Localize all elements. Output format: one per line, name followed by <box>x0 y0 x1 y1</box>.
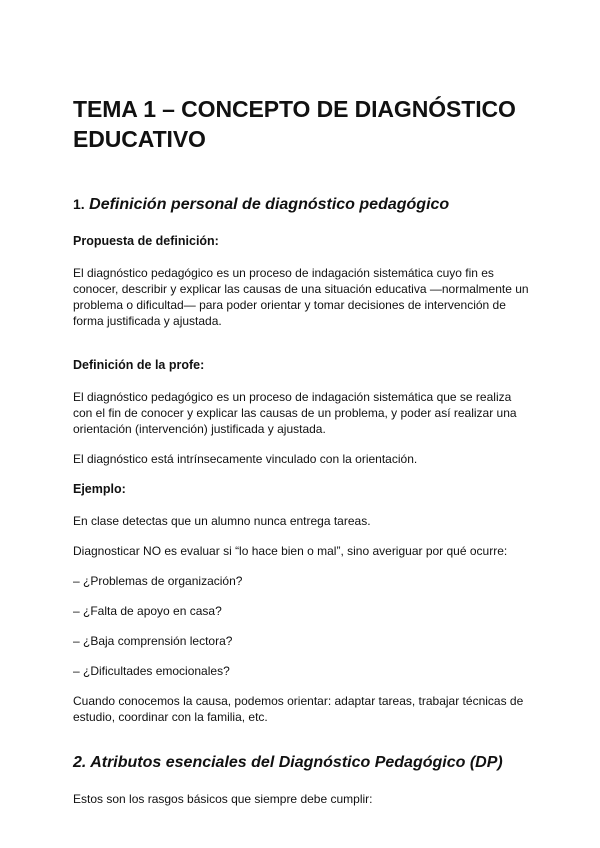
teacher-definition-text: El diagnóstico pedagógico es un proceso de indagación sistemática que se realiza con el fin de conocer y explicar las causas de un problema, y poder así realizar una orientación (intervención) justificada y ajustada. <box>73 390 517 436</box>
list-item: – ¿Problemas de organización? <box>73 574 243 588</box>
orientation-link-text: El diagnóstico está intrínsecamente vinculado con la orientación. <box>73 452 418 466</box>
list-item: – ¿Falta de apoyo en casa? <box>73 604 222 618</box>
document-title: TEMA 1 – CONCEPTO DE DIAGNÓSTICO EDUCATIVO <box>73 96 516 152</box>
document-page <box>73 94 533 821</box>
list-item: – ¿Baja comprensión lectora? <box>73 634 233 648</box>
section1-heading-text: Definición personal de diagnóstico pedagógico <box>89 196 450 213</box>
proposal-text: El diagnóstico pedagógico es un proceso de indagación sistemática cuyo fin es conocer, describir y explicar las causas de una situación educativa —normalmente un problema o dificultad— para poder orientar y tomar decisiones de intervención de forma justificada y ajustada. <box>73 266 529 328</box>
list-item: – ¿Dificultades emocionales? <box>73 664 230 678</box>
teacher-definition-label: Definición de la profe: <box>73 358 205 372</box>
section2-heading: 2. Atributos esenciales del Diagnóstico Pedagógico (DP) <box>73 754 503 771</box>
proposal-label: Propuesta de definición: <box>73 234 219 248</box>
section1-heading <box>73 194 533 215</box>
section2-intro: Estos son los rasgos básicos que siempre debe cumplir: <box>73 792 373 806</box>
example-label: Ejemplo: <box>73 482 126 496</box>
example-conclusion: Cuando conocemos la causa, podemos orientar: adaptar tareas, trabajar técnicas de estudio, coordinar con la familia, etc. <box>73 694 524 724</box>
example-intro: En clase detectas que un alumno nunca entrega tareas. <box>73 514 371 528</box>
section1-number: 1. <box>73 196 85 212</box>
example-question: Diagnosticar NO es evaluar si “lo hace bien o mal”, sino averiguar por qué ocurre: <box>73 544 508 558</box>
